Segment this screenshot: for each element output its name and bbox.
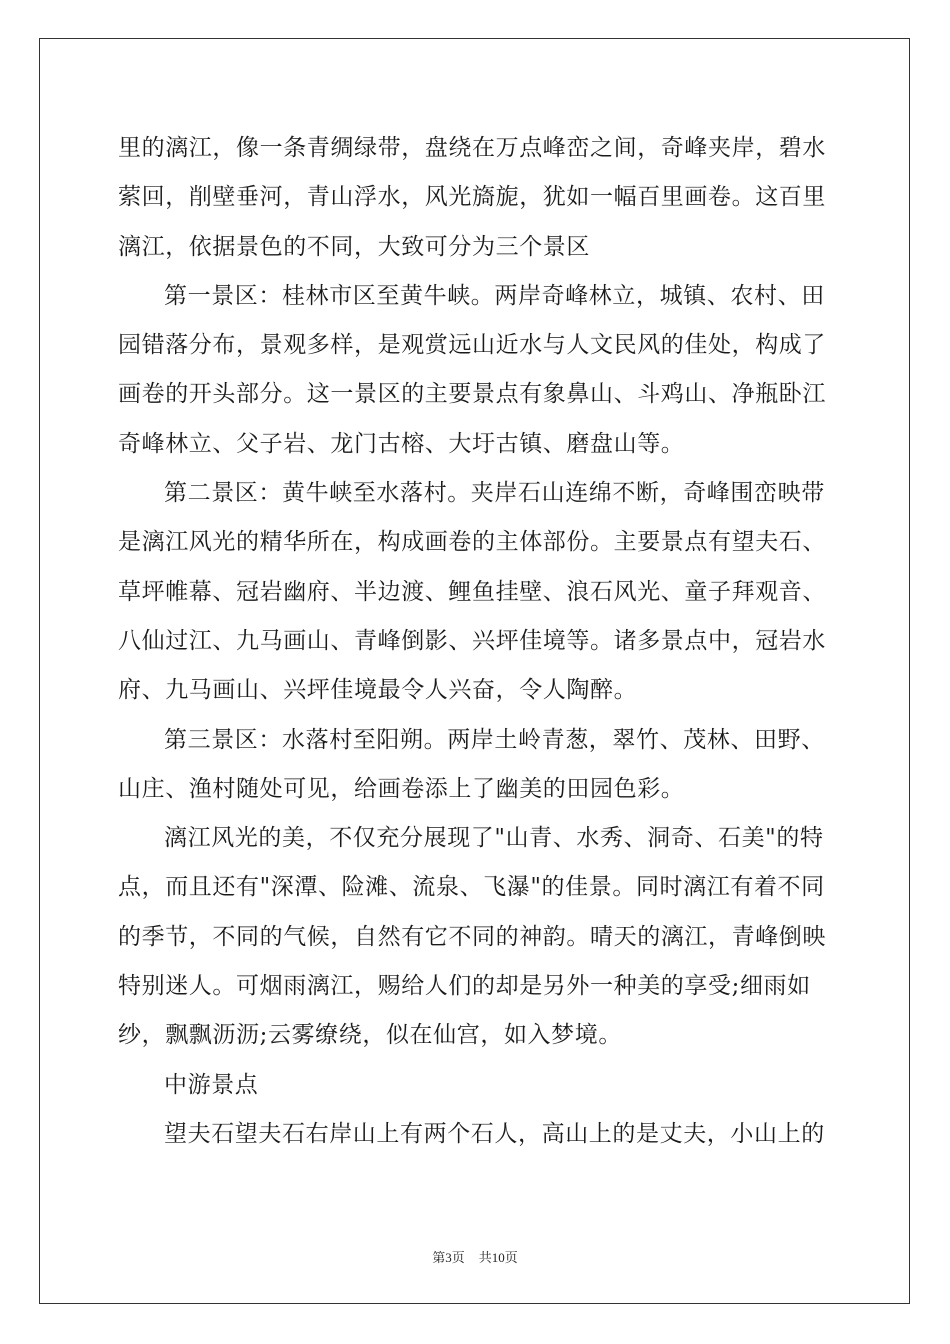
text-line: 里的漓江，像一条青绸绿带，盘绕在万点峰峦之间，奇峰夹岸，碧水 [118, 135, 826, 161]
document-body [118, 124, 838, 1159]
text-line: 望夫石望夫石右岸山上有两个石人，高山上的是丈夫，小山上的 [164, 1120, 825, 1147]
text-line: 漓江风光的美，不仅充分展现了"山青、水秀、洞奇、石美"的特 [164, 825, 824, 852]
page-footer [0, 1247, 950, 1266]
text-line: 第二景区：黄牛峡至水落村。夹岸石山连绵不断，奇峰围峦映带 [164, 480, 825, 507]
page-number: 第3页 [432, 1250, 465, 1265]
text-line: 园错落分布，景观多样，是观赏远山近水与人文民风的佳处，构成了 [118, 332, 826, 359]
text-line: 奇峰林立、父子岩、龙门古榕、大圩古镇、磨盘山等。 [118, 430, 685, 457]
page-total: 共10页 [478, 1250, 518, 1265]
text-line: 府、九马画山、兴坪佳境最令人兴奋，令人陶醉。 [118, 677, 638, 704]
text-line: 第三景区：水落村至阳朔。两岸土岭青葱，翠竹、茂林、田野、 [164, 726, 825, 753]
text-line: 特别迷人。可烟雨漓江，赐给人们的却是另外一种美的享受;细雨如 [118, 973, 811, 1000]
text-line: 的季节，不同的气候，自然有它不同的神韵。晴天的漓江，青峰倒映 [118, 923, 826, 950]
section-heading: 中游景点 [164, 1071, 259, 1098]
text-line: 画卷的开头部分。这一景区的主要景点有象鼻山、斗鸡山、净瓶卧江 [118, 381, 826, 408]
text-line: 漓江，依据景色的不同，大致可分为三个景区 [118, 233, 590, 260]
text-line: 八仙过江、九马画山、青峰倒影、兴坪佳境等。诸多景点中，冠岩水 [118, 627, 826, 654]
text-line: 是漓江风光的精华所在，构成画卷的主体部份。主要景点有望夫石、 [118, 529, 826, 556]
text-line: 第一景区：桂林市区至黄牛峡。两岸奇峰林立，城镇、农村、田 [164, 282, 825, 309]
text-line: 山庄、渔村随处可见，给画卷添上了幽美的田园色彩。 [118, 775, 685, 802]
text-line: 草坪帷幕、冠岩幽府、半边渡、鲤鱼挂壁、浪石风光、童子拜观音、 [118, 578, 826, 605]
text-line: 点，而且还有"深潭、险滩、流泉、飞瀑"的佳景。同时漓江有着不同 [118, 874, 825, 901]
text-line: 纱，飘飘沥沥;云雾缭绕，似在仙宫，如入梦境。 [118, 1022, 622, 1049]
text-line: 萦回，削壁垂河，青山浮水，风光旖旎，犹如一幅百里画卷。这百里 [118, 184, 826, 211]
